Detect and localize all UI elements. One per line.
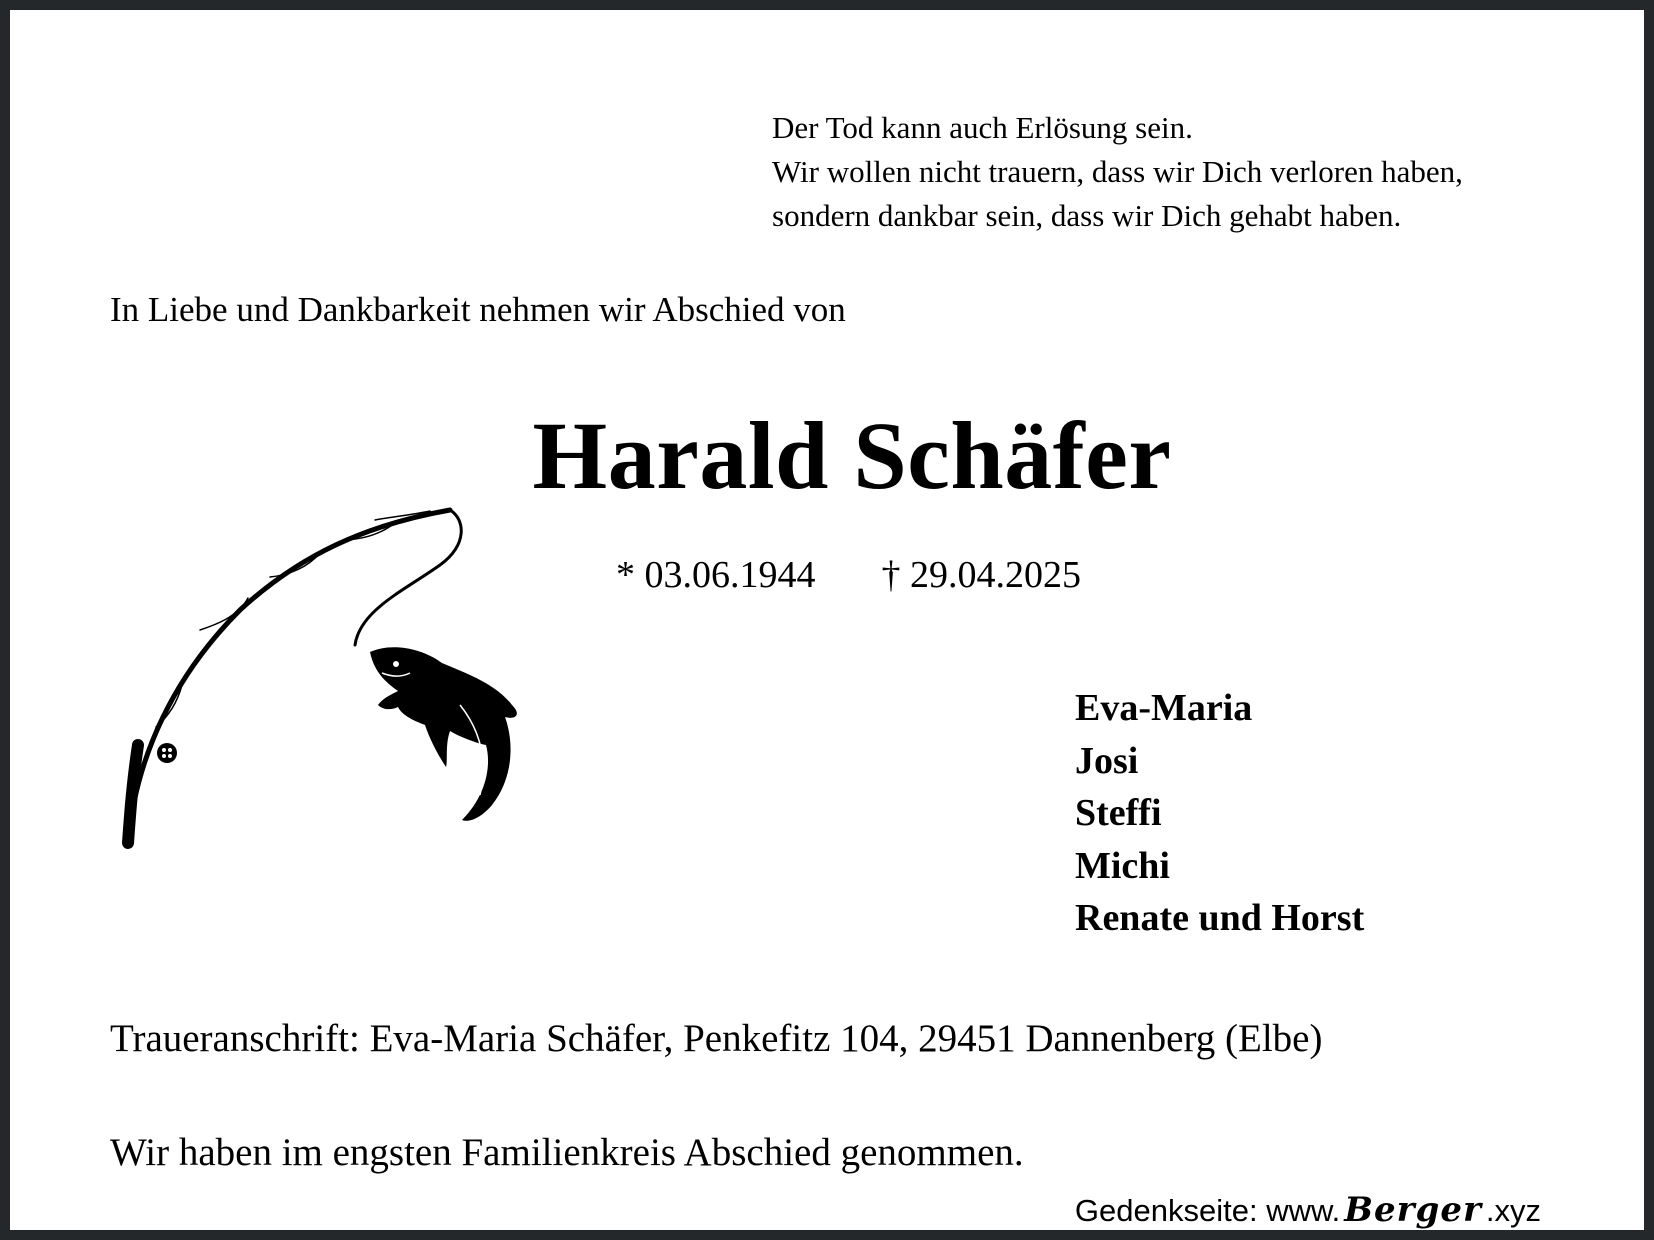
birth-date: * 03.06.1944 (616, 554, 816, 596)
quote-line-2: Wir wollen nicht trauern, dass wir Dich verloren haben, (772, 154, 1463, 189)
intro-text: In Liebe und Dankbarkeit nehmen wir Abschied von (110, 290, 846, 329)
quote-line-1: Der Tod kann auch Erlösung sein. (772, 110, 1193, 145)
quote-line-3: sondern dankbar sein, dass wir Dich gehabt haben. (772, 198, 1402, 233)
life-dates (616, 553, 1081, 597)
death-date: † 29.04.2025 (881, 554, 1081, 596)
fishing-rod-fish-icon (120, 505, 550, 850)
mourner-name: Steffi (1075, 792, 1162, 834)
mourners-list (1075, 682, 1364, 945)
mourning-address: Traueranschrift: Eva-Maria Schäfer, Penkefitz 104, 29451 Dannenberg (Elbe) (110, 1017, 1323, 1060)
memorial-url-prefix: Gedenkseite: www. (1074, 1193, 1341, 1228)
brand-logo: Berger (1344, 1190, 1482, 1230)
memorial-page-link[interactable] (1075, 1190, 1541, 1230)
memorial-url-suffix: .xyz (1485, 1193, 1541, 1228)
mourner-name: Eva-Maria (1075, 687, 1253, 729)
mourner-name: Michi (1075, 844, 1170, 887)
deceased-name: Harald Schäfer (532, 402, 1172, 509)
mourner-name: Renate und Horst (1075, 897, 1365, 939)
quote-block (772, 106, 1463, 238)
closing-note: Wir haben im engsten Familienkreis Abschied genommen. (110, 1131, 1024, 1174)
mourner-name: Josi (1075, 739, 1139, 782)
